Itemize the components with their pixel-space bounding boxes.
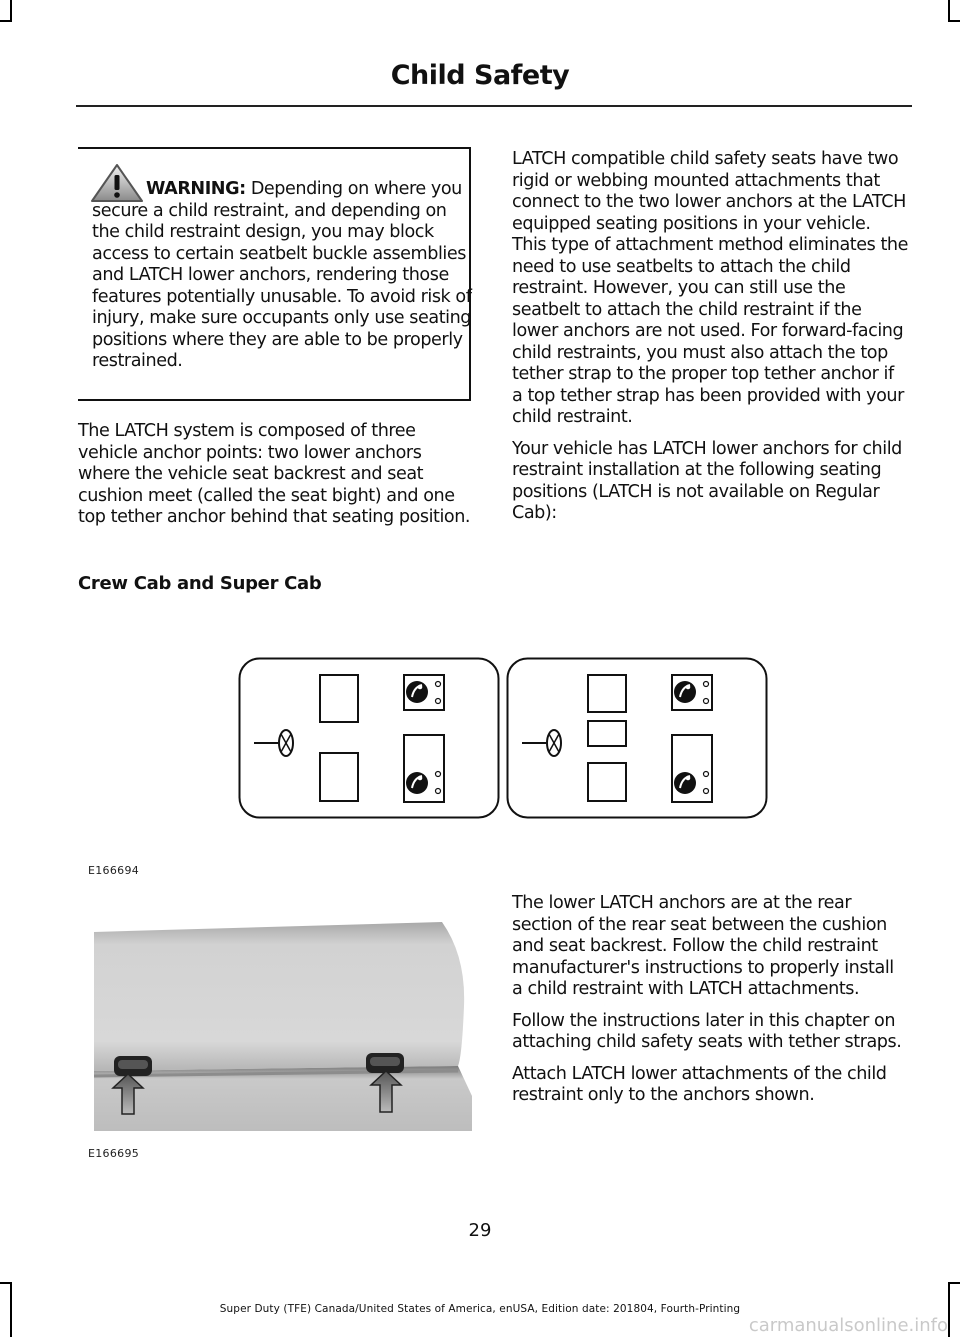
crop-mark — [948, 1282, 960, 1284]
paragraph: Your vehicle has LATCH lower anchors for child restraint installation at the following seating positions (LATCH is not available on Regular Cab): — [512, 438, 902, 523]
section-heading: Crew Cab and Super Cab — [78, 573, 322, 594]
crop-mark — [0, 1282, 12, 1284]
latch-anchor — [114, 1056, 152, 1076]
right-column — [512, 149, 908, 535]
left-column — [78, 421, 476, 539]
lower-right-column — [512, 893, 908, 1117]
page-title: Child Safety — [390, 60, 570, 91]
crop-mark — [948, 20, 960, 22]
figure-code: E166695 — [88, 1147, 140, 1160]
paragraph: The LATCH system is composed of three vehicle anchor points: two lower anchors where the vehicle seat backrest and seat cushion meet (called the seat bight) and one top tether anchor behind that seating position. — [78, 421, 471, 527]
latch-anchor-illustration — [92, 896, 472, 1131]
seat-diagram-crew-cab — [238, 657, 502, 821]
figure-code: E166694 — [88, 864, 140, 877]
paragraph: Follow the instructions later in this chapter on attaching child safety seats with tether straps. — [512, 1010, 902, 1052]
warning-label: WARNING: — [146, 179, 246, 199]
crop-mark — [0, 20, 12, 22]
latch-anchor — [366, 1053, 404, 1073]
header-divider — [76, 105, 912, 107]
crop-mark — [10, 0, 12, 22]
paragraph: The lower LATCH anchors are at the rear section of the rear seat between the cushion and seat backrest. Follow the child restraint manufacturer's instructions to properly install a child restraint with LATCH attachments. — [512, 893, 894, 999]
warning-body: Depending on where you secure a child restraint, and depending on the child restraint design, you may block access to certain seatbelt buckle assemblies and LATCH lower anchors, rendering those features potentially unusable. To avoid risk of injury, make sure occupants only use seating positions where they are able to be properly restrained. — [92, 179, 472, 371]
edition-footer: Super Duty (TFE) Canada/United States of America, enUSA, Edition date: 201804, Fourth-Printing — [219, 1303, 741, 1315]
watermark: carmanualsonline.info — [748, 1315, 948, 1336]
seat-diagram-super-cab — [506, 657, 770, 821]
paragraph: Attach LATCH lower attachments of the child restraint only to the anchors shown. — [512, 1063, 887, 1105]
page-number: 29 — [468, 1220, 492, 1241]
paragraph: LATCH compatible child safety seats have two rigid or webbing mounted attachments that connect to the two lower anchors at the LATCH equipped seating positions in your vehicle. This type of attachment method eliminates the need to use seatbelts to attach the child restraint. However, you can still use the seatbelt to attach the child restraint if the lower anchors are not used. For forward-facing child restraints, you must also attach the top tether strap to the proper top tether anchor if a top tether strap has been provided with your child restraint. — [512, 149, 908, 427]
warning-box — [78, 147, 471, 401]
warning-text — [92, 179, 472, 373]
crop-mark — [948, 0, 950, 22]
